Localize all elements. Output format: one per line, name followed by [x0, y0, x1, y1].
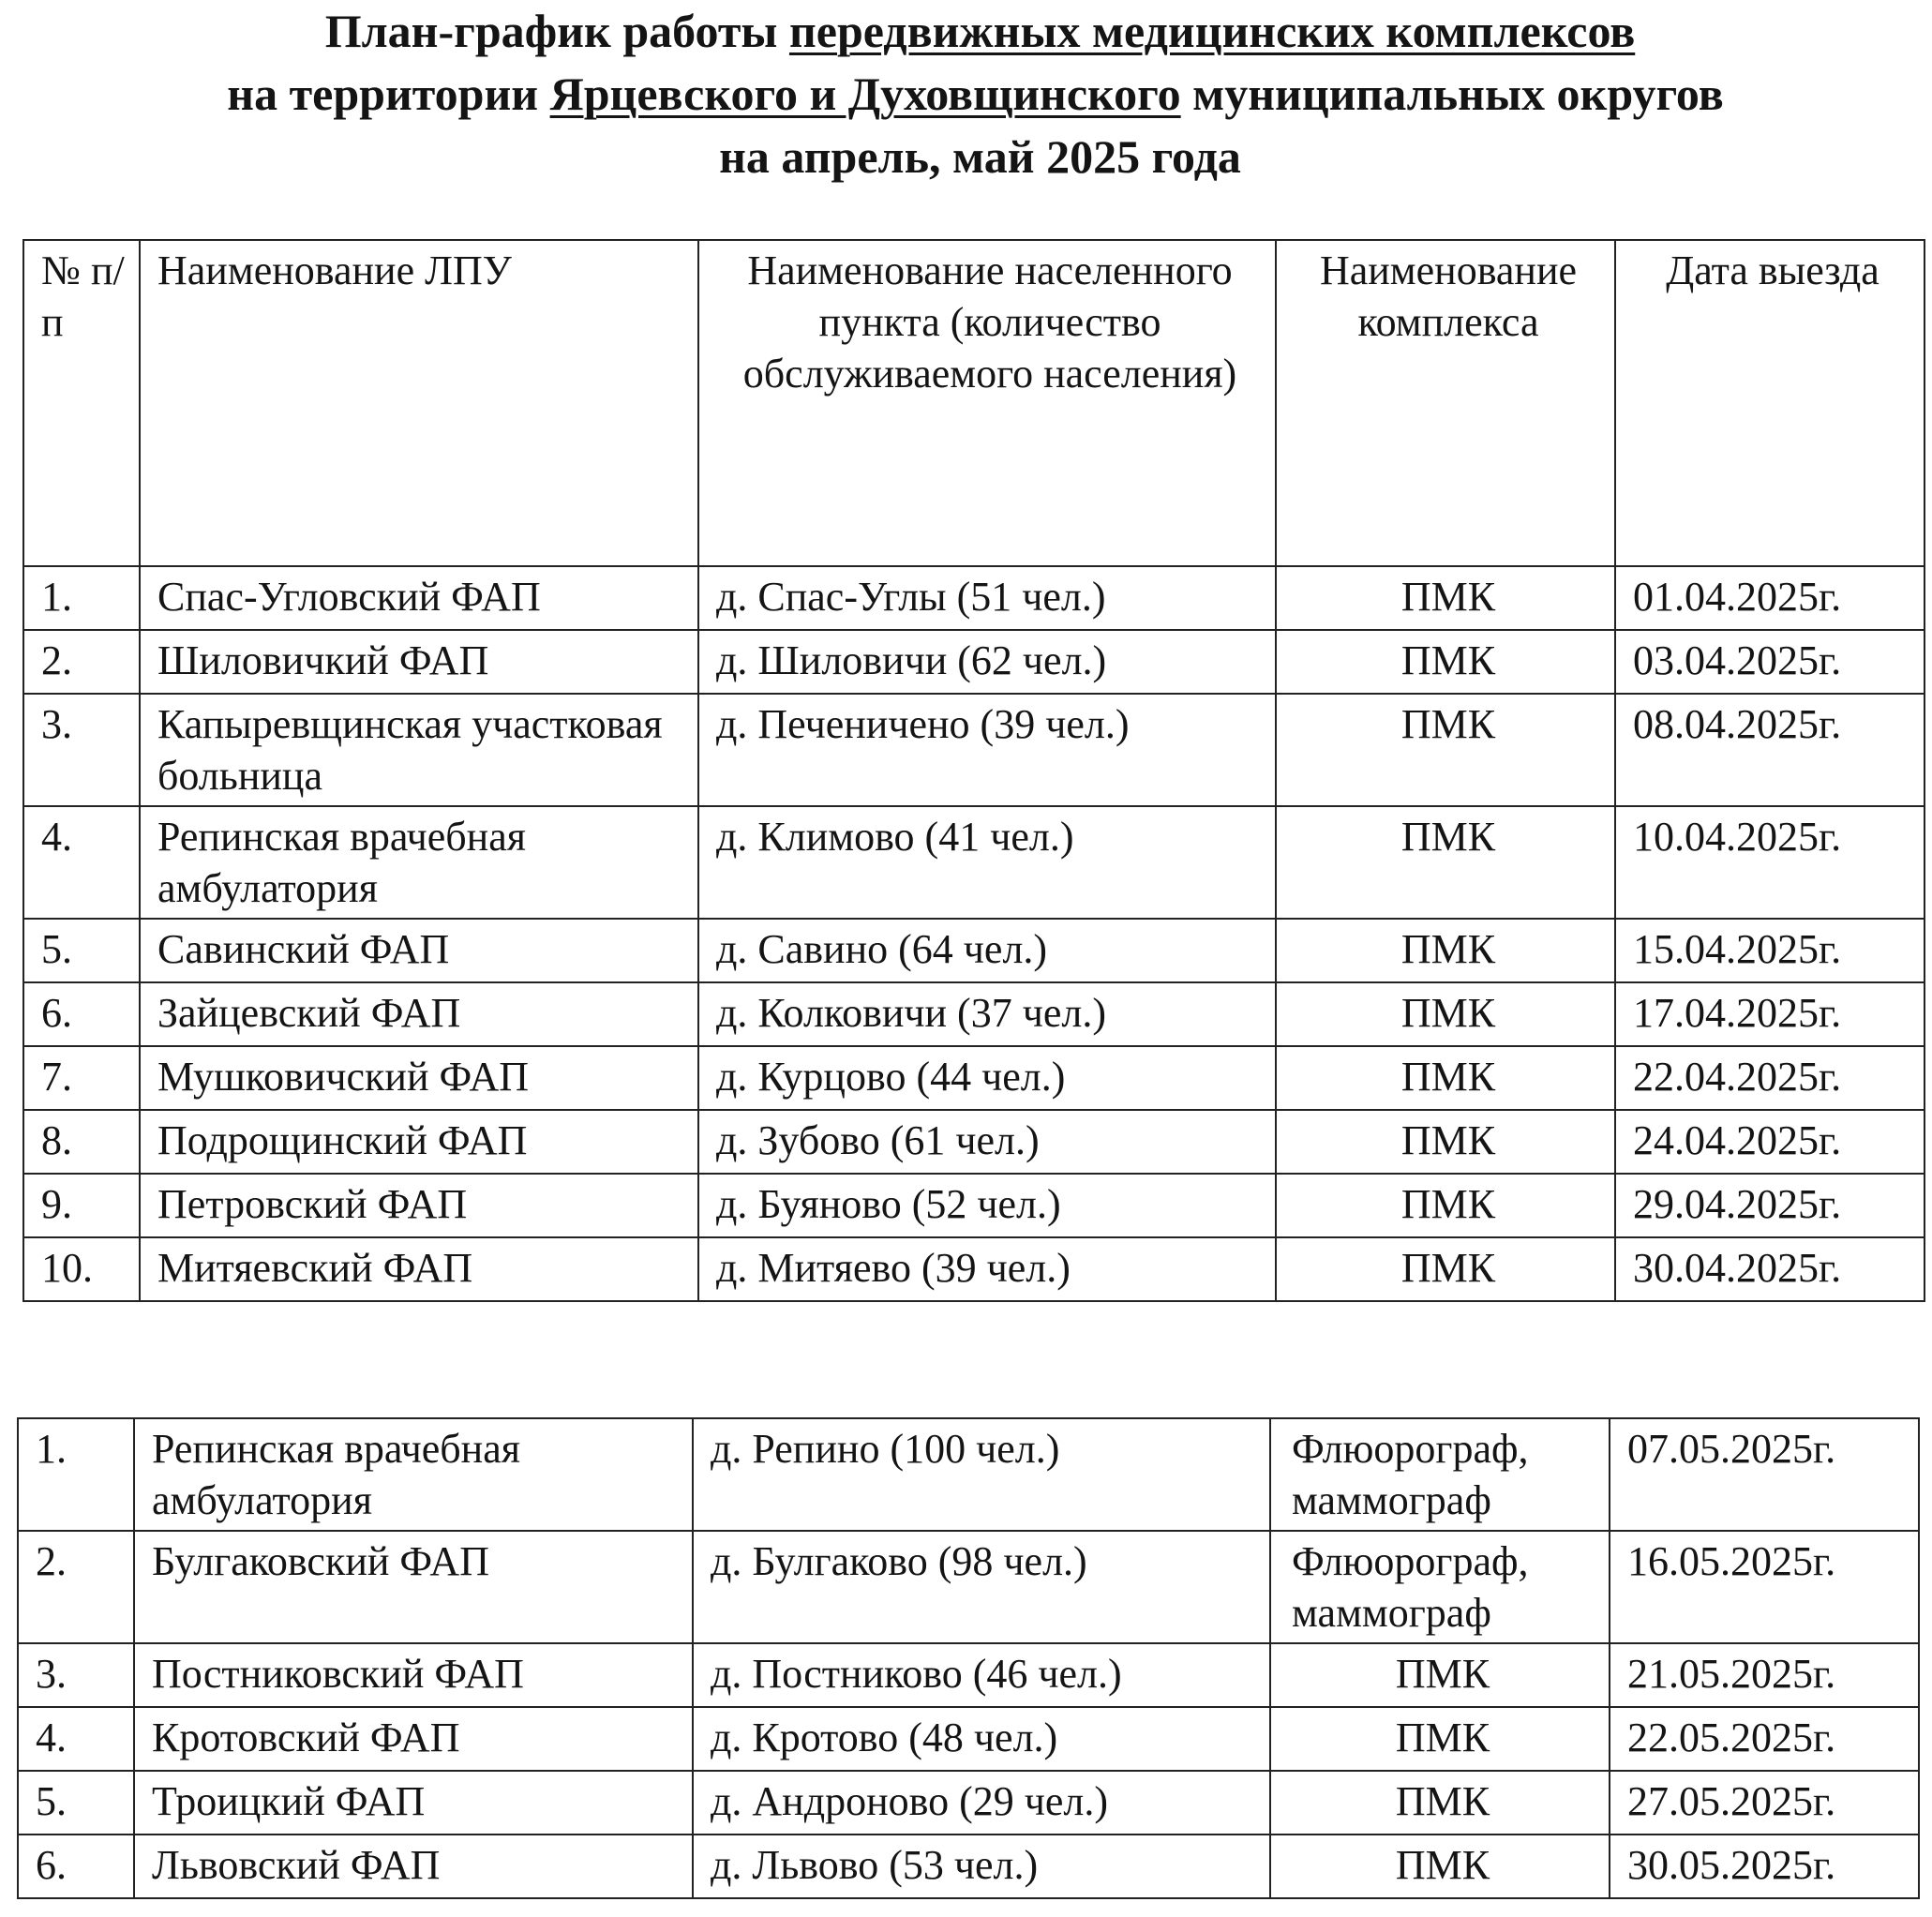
row-complex: ПМК: [1270, 1771, 1610, 1835]
row-number: 4.: [18, 1707, 134, 1771]
row-locality: д. Кротово (48 чел.): [693, 1707, 1270, 1771]
row-date: 30.05.2025г.: [1610, 1835, 1919, 1898]
row-date: 08.04.2025г.: [1615, 694, 1925, 806]
row-organization: Петровский ФАП: [140, 1174, 698, 1237]
header-date: Дата выезда: [1615, 240, 1925, 566]
april-schedule-table: [22, 239, 1925, 1302]
row-date: 10.04.2025г.: [1615, 806, 1925, 919]
document-title: [0, 0, 1932, 188]
row-number: 10.: [23, 1237, 140, 1301]
row-date: 01.04.2025г.: [1615, 566, 1925, 630]
row-date: 22.04.2025г.: [1615, 1046, 1925, 1110]
row-complex: ПМК: [1270, 1643, 1610, 1707]
row-complex: ПМК: [1276, 1174, 1615, 1237]
title-line-2-suffix: муниципальных округов: [1192, 67, 1724, 120]
header-complex: Наименование комплекса: [1276, 240, 1615, 566]
row-organization: Репинская врачебная амбулатория: [140, 806, 698, 919]
row-number: 9.: [23, 1174, 140, 1237]
row-complex: ПМК: [1276, 806, 1615, 919]
title-line-2: [19, 63, 1932, 126]
row-date: 07.05.2025г.: [1610, 1418, 1919, 1531]
row-locality: д. Печеничено (39 чел.): [698, 694, 1276, 806]
row-number: 5.: [18, 1771, 134, 1835]
title-line-1: [28, 0, 1932, 63]
table-row: [23, 1046, 1925, 1110]
row-complex: Флюорограф, маммограф: [1270, 1418, 1610, 1531]
row-organization: Постниковский ФАП: [134, 1643, 693, 1707]
may-schedule-table: [17, 1417, 1920, 1899]
row-organization: Троицкий ФАП: [134, 1771, 693, 1835]
row-organization: Львовский ФАП: [134, 1835, 693, 1898]
header-org: Наименование ЛПУ: [140, 240, 698, 566]
row-locality: д. Буяново (52 чел.): [698, 1174, 1276, 1237]
table-row: [23, 919, 1925, 982]
row-organization: Булгаковский ФАП: [134, 1531, 693, 1643]
header-locality: Наименование населенного пункта (количество обслуживаемого населения): [698, 240, 1276, 566]
row-date: 03.04.2025г.: [1615, 630, 1925, 694]
row-locality: д. Колковичи (37 чел.): [698, 982, 1276, 1046]
row-organization: Репинская врачебная амбулатория: [134, 1418, 693, 1531]
row-complex: ПМК: [1270, 1835, 1610, 1898]
table-row: [23, 694, 1925, 806]
row-date: 27.05.2025г.: [1610, 1771, 1919, 1835]
row-locality: д. Андроново (29 чел.): [693, 1771, 1270, 1835]
table-row: [23, 806, 1925, 919]
row-date: 22.05.2025г.: [1610, 1707, 1919, 1771]
row-date: 29.04.2025г.: [1615, 1174, 1925, 1237]
table-row: [18, 1643, 1919, 1707]
row-date: 30.04.2025г.: [1615, 1237, 1925, 1301]
row-complex: ПМК: [1270, 1707, 1610, 1771]
row-date: 21.05.2025г.: [1610, 1643, 1919, 1707]
row-organization: Митяевский ФАП: [140, 1237, 698, 1301]
table-row: [18, 1771, 1919, 1835]
table-row: [23, 566, 1925, 630]
row-locality: д. Зубово (61 чел.): [698, 1110, 1276, 1174]
row-number: 7.: [23, 1046, 140, 1110]
row-locality: д. Шиловичи (62 чел.): [698, 630, 1276, 694]
row-number: 1.: [23, 566, 140, 630]
row-locality: д. Климово (41 чел.): [698, 806, 1276, 919]
title-line-2-prefix: на территории: [227, 67, 539, 120]
row-locality: д. Репино (100 чел.): [693, 1418, 1270, 1531]
table-row: [18, 1531, 1919, 1643]
row-locality: д. Булгаково (98 чел.): [693, 1531, 1270, 1643]
row-complex: ПМК: [1276, 1110, 1615, 1174]
row-organization: Кротовский ФАП: [134, 1707, 693, 1771]
title-line-1-underlined: передвижных медицинских комплексов: [788, 5, 1636, 57]
row-date: 16.05.2025г.: [1610, 1531, 1919, 1643]
row-complex: ПМК: [1276, 1046, 1615, 1110]
april-table-body: [23, 566, 1925, 1301]
row-organization: Савинский ФАП: [140, 919, 698, 982]
row-locality: д. Львово (53 чел.): [693, 1835, 1270, 1898]
row-complex: ПМК: [1276, 919, 1615, 982]
table-row: [23, 1174, 1925, 1237]
row-date: 17.04.2025г.: [1615, 982, 1925, 1046]
row-locality: д. Постниково (46 чел.): [693, 1643, 1270, 1707]
row-organization: Подрощинский ФАП: [140, 1110, 698, 1174]
row-complex: ПМК: [1276, 566, 1615, 630]
title-line-2-underlined: Ярцевского и Духовщинского: [549, 67, 1181, 120]
table-row: [23, 1110, 1925, 1174]
row-locality: д. Курцово (44 чел.): [698, 1046, 1276, 1110]
table-row: [23, 1237, 1925, 1301]
row-number: 2.: [23, 630, 140, 694]
row-number: 8.: [23, 1110, 140, 1174]
may-table-body: [18, 1418, 1919, 1898]
row-number: 3.: [18, 1643, 134, 1707]
row-number: 5.: [23, 919, 140, 982]
row-number: 4.: [23, 806, 140, 919]
row-number: 1.: [18, 1418, 134, 1531]
title-line-1-prefix: План-график работы: [324, 5, 778, 57]
table-header-row: [23, 240, 1925, 566]
title-line-3: на апрель, май 2025 года: [719, 130, 1241, 183]
table-row: [23, 982, 1925, 1046]
row-locality: д. Спас-Углы (51 чел.): [698, 566, 1276, 630]
row-complex: ПМК: [1276, 694, 1615, 806]
row-date: 24.04.2025г.: [1615, 1110, 1925, 1174]
row-date: 15.04.2025г.: [1615, 919, 1925, 982]
row-organization: Шиловичкий ФАП: [140, 630, 698, 694]
row-number: 6.: [18, 1835, 134, 1898]
row-complex: Флюорограф, маммограф: [1270, 1531, 1610, 1643]
row-complex: ПМК: [1276, 630, 1615, 694]
table-row: [18, 1835, 1919, 1898]
table-row: [18, 1707, 1919, 1771]
row-number: 6.: [23, 982, 140, 1046]
table-row: [18, 1418, 1919, 1531]
row-locality: д. Митяево (39 чел.): [698, 1237, 1276, 1301]
row-complex: ПМК: [1276, 982, 1615, 1046]
row-complex: ПМК: [1276, 1237, 1615, 1301]
row-organization: Мушковичский ФАП: [140, 1046, 698, 1110]
row-number: 3.: [23, 694, 140, 806]
row-locality: д. Савино (64 чел.): [698, 919, 1276, 982]
row-organization: Зайцевский ФАП: [140, 982, 698, 1046]
row-organization: Капыревщинская участковая больница: [140, 694, 698, 806]
row-organization: Спас-Угловский ФАП: [140, 566, 698, 630]
table-row: [23, 630, 1925, 694]
header-num: № п/п: [23, 240, 140, 566]
row-number: 2.: [18, 1531, 134, 1643]
